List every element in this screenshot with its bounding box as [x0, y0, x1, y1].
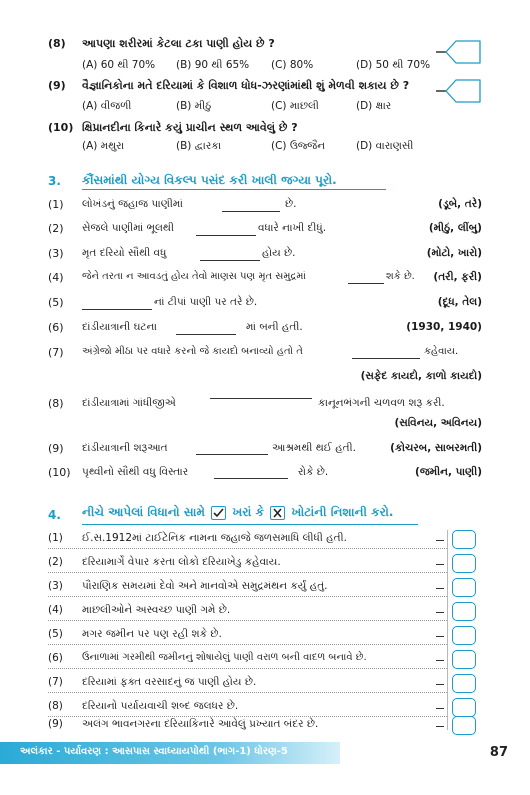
fill-blank[interactable] — [196, 454, 268, 455]
column-divider — [447, 530, 448, 730]
item-text: પૃથ્વીનો સૌથી વધુ વિસ્તાર — [82, 466, 189, 478]
dash-icon — [436, 660, 444, 661]
item-choices: (ડૂબે, તરે) — [438, 198, 482, 210]
mcq-option[interactable]: (C) 80% — [271, 59, 314, 71]
mcq-number: (9) — [48, 79, 66, 92]
true-false-answer-box[interactable] — [452, 602, 476, 621]
true-false-answer-box[interactable] — [452, 626, 476, 645]
item-number: (8) — [48, 700, 63, 712]
row-separator — [48, 548, 447, 549]
true-false-answer-box[interactable] — [452, 674, 476, 693]
mcq-option[interactable]: (C) માછલી — [271, 100, 319, 112]
item-number: (9) — [48, 442, 64, 455]
answer-tag-box[interactable] — [434, 38, 484, 68]
mcq-number: (8) — [48, 37, 66, 50]
fill-blank[interactable] — [352, 358, 420, 359]
item-number: (5) — [48, 628, 63, 640]
item-text: દાંડીયાત્રાની શરૂઆત — [82, 442, 168, 454]
item-choices: (મોટો, ખારો) — [426, 247, 482, 259]
true-false-answer-box[interactable] — [452, 554, 476, 573]
statement-text: પૌરાણિક સમયમાં દેવો અને માનવોએ સમુદ્રમંથન કર્યું હતું. — [82, 580, 328, 592]
item-choices: (જમીન, પાણી) — [415, 466, 482, 478]
item-number: (3) — [48, 247, 64, 260]
item-text: માં બની હતી. — [246, 321, 303, 333]
section-title — [82, 505, 393, 520]
true-false-answer-box[interactable] — [452, 650, 476, 669]
item-number: (1) — [48, 532, 63, 544]
mcq-option[interactable]: (B) મીઠું — [176, 100, 212, 112]
item-text: વધારે નાખી દીધું. — [258, 222, 327, 234]
fill-blank[interactable] — [176, 334, 236, 335]
section-title: કૌંસમાંથી યોગ્ય વિકલ્પ પસંદ કરી ખાલી જગ્યા પૂરો. — [82, 173, 337, 187]
item-number: (5) — [48, 296, 64, 309]
answer-tag-box[interactable] — [434, 77, 484, 107]
mcq-option[interactable]: (A) મથુરા — [82, 140, 125, 152]
item-text: કહેવાય. — [424, 346, 459, 357]
item-text: છે. — [285, 198, 297, 210]
statement-text: મગર જમીન પર પણ રહી શકે છે. — [82, 628, 222, 640]
statement-text: ઉનાળામાં ગરમીથી જમીનનું શોષાયેલું પાણી વરાળ બની વાદળ બનાવે છે. — [82, 652, 367, 663]
true-false-answer-box[interactable] — [452, 698, 476, 717]
statement-text: દરિયામાર્ગે વેપાર કરતા લોકો દરિયાખેડુ કહેવાય. — [82, 556, 281, 568]
fill-blank[interactable] — [348, 283, 384, 284]
item-text: અંગ્રેજો મીઠા પર વધારે કરનો જે કાયદો બનાવ્યો હતો તે — [82, 346, 303, 357]
item-number: (7) — [48, 676, 63, 688]
cross-mark-icon — [270, 506, 285, 520]
row-separator — [48, 596, 447, 597]
item-number: (6) — [48, 321, 64, 334]
item-text: રોકે છે. — [298, 466, 329, 478]
item-text: શકે છે. — [386, 271, 415, 282]
statement-text: દરિયાનો પર્યાયવાચી શબ્દ જલધર છે. — [82, 700, 239, 712]
mcq-option[interactable]: (B) દ્વારકા — [176, 140, 222, 152]
item-choices: (1930, 1940) — [406, 321, 482, 333]
fill-blank[interactable] — [214, 478, 288, 479]
page-footer — [0, 742, 530, 770]
row-separator — [48, 620, 447, 621]
true-false-answer-box[interactable] — [452, 716, 476, 735]
item-text: કાનૂનભંગની ચળવળ શરૂ કરી. — [318, 397, 445, 409]
section-title-part: નીચે આપેલાં વિધાનો સામે — [82, 505, 205, 519]
true-false-answer-box[interactable] — [452, 578, 476, 597]
dash-icon — [436, 588, 444, 589]
item-number: (8) — [48, 397, 64, 410]
item-text: આશ્રમથી થઈ હતી. — [272, 442, 356, 454]
mcq-option[interactable]: (D) વારાણસી — [356, 140, 414, 152]
item-choices: (સવિનય, અવિનય) — [394, 417, 482, 429]
item-number: (9) — [48, 718, 63, 730]
dash-icon — [436, 684, 444, 685]
item-text: જેને તરતા ન આવડતું હોય તેવો માણસ પણ મૃત સમુદ્રમાં — [82, 271, 306, 282]
item-number: (10) — [48, 466, 71, 479]
mcq-question: આપણા શરીરમાં કેટલા ટકા પાણી હોય છે ? — [82, 37, 275, 50]
row-separator — [48, 572, 447, 573]
statement-text: ઈ.સ.1912માં ટાઈટેનિક નામના જહાજે જળસમાધિ લીધી હતી. — [82, 532, 347, 544]
row-separator — [48, 668, 447, 669]
item-number: (4) — [48, 271, 64, 284]
item-choices: (દૂધ, તેલ) — [437, 296, 482, 308]
fill-blank[interactable] — [210, 398, 312, 399]
section-underline — [82, 524, 418, 525]
dash-icon — [436, 726, 444, 727]
footer-book-title: અલંકાર - પર્યાવરણ : આસપાસ સ્વાધ્યાયપોથી (ભાગ-1) ધોરણ-5 — [20, 746, 288, 757]
statement-text: માછલીઓને અસ્વચ્છ પાણી ગમે છે. — [82, 604, 231, 616]
dash-icon — [436, 540, 444, 541]
row-separator — [48, 692, 447, 693]
true-false-answer-box[interactable] — [452, 530, 476, 549]
dash-icon — [436, 708, 444, 709]
dash-icon — [436, 612, 444, 613]
item-number: (3) — [48, 580, 63, 592]
item-choices: (તરી, ફરી) — [433, 271, 482, 283]
item-number: (4) — [48, 604, 63, 616]
mcq-option[interactable]: (A) વીજળી — [82, 100, 132, 112]
item-text: લોખંડનું જહાજ પાણીમાં — [82, 198, 183, 210]
mcq-option[interactable]: (D) ક્ષાર — [356, 100, 392, 112]
statement-text: અલંગ ભાવનગરના દરિયાકિનારે આવેલું પ્રખ્યાત બંદર છે. — [82, 718, 319, 730]
section-number: 3. — [48, 174, 61, 188]
dash-icon — [436, 564, 444, 565]
item-choices: (મીઠું, લીંબુ) — [428, 222, 482, 234]
item-text: મૃત દરિયો સૌથી વધુ — [82, 247, 167, 259]
item-number: (1) — [48, 198, 64, 211]
mcq-option[interactable]: (D) 50 થી 70% — [356, 59, 431, 71]
item-number: (2) — [48, 556, 63, 568]
statement-text: દરિયામાં ફક્ત વરસાદનું જ પાણી હોય છે. — [82, 676, 257, 688]
fill-blank[interactable] — [200, 260, 260, 261]
mcq-question: ક્ષિપ્રાનદીના કિનારે કયું પ્રાચીન સ્થળ આવેલું છે ? — [82, 121, 298, 134]
row-separator — [48, 716, 447, 717]
item-text: દાંડીયાત્રાની ઘટના — [82, 321, 157, 333]
section-title-part: ખરાં કે — [232, 505, 265, 519]
item-choices: (સફેદ કાયદો, કાળો કાયદો) — [360, 370, 482, 382]
item-text: હોય છે. — [262, 247, 296, 259]
item-choices: (કોચરબ, સાબરમતી) — [390, 442, 482, 454]
footer-bar — [0, 742, 340, 764]
item-number: (2) — [48, 222, 64, 235]
check-mark-icon — [211, 506, 226, 520]
row-separator — [48, 644, 447, 645]
item-text: દાંડીયાત્રામાં ગાંધીજીએ — [82, 397, 176, 409]
dash-icon — [436, 636, 444, 637]
section-title-part: ખોટાંની નિશાની કરો. — [291, 505, 394, 519]
mcq-question: વૈજ્ઞાનિકોના મતે દરિયામાં કે વિશાળ ધોધ-ઝરણાંમાંથી શું મેળવી શકાય છે ? — [82, 79, 410, 92]
item-number: (7) — [48, 346, 64, 359]
section-underline — [82, 189, 386, 190]
mcq-option[interactable]: (A) 60 થી 70% — [82, 59, 156, 71]
fill-blank[interactable] — [82, 309, 152, 310]
item-number: (6) — [48, 652, 63, 664]
mcq-option[interactable]: (C) ઉજ્જૈન — [271, 140, 326, 152]
mcq-number: (10) — [48, 121, 74, 134]
item-text: સેજલે પાણીમાં ભૂલથી — [82, 222, 174, 234]
mcq-option[interactable]: (B) 90 થી 65% — [176, 59, 250, 71]
item-text: નાં ટીપાં પાણી પર તરે છે. — [154, 296, 258, 308]
fill-blank[interactable] — [196, 235, 256, 236]
section-number: 4. — [48, 508, 61, 522]
page-number: 87 — [489, 745, 508, 760]
fill-blank[interactable] — [222, 211, 280, 212]
